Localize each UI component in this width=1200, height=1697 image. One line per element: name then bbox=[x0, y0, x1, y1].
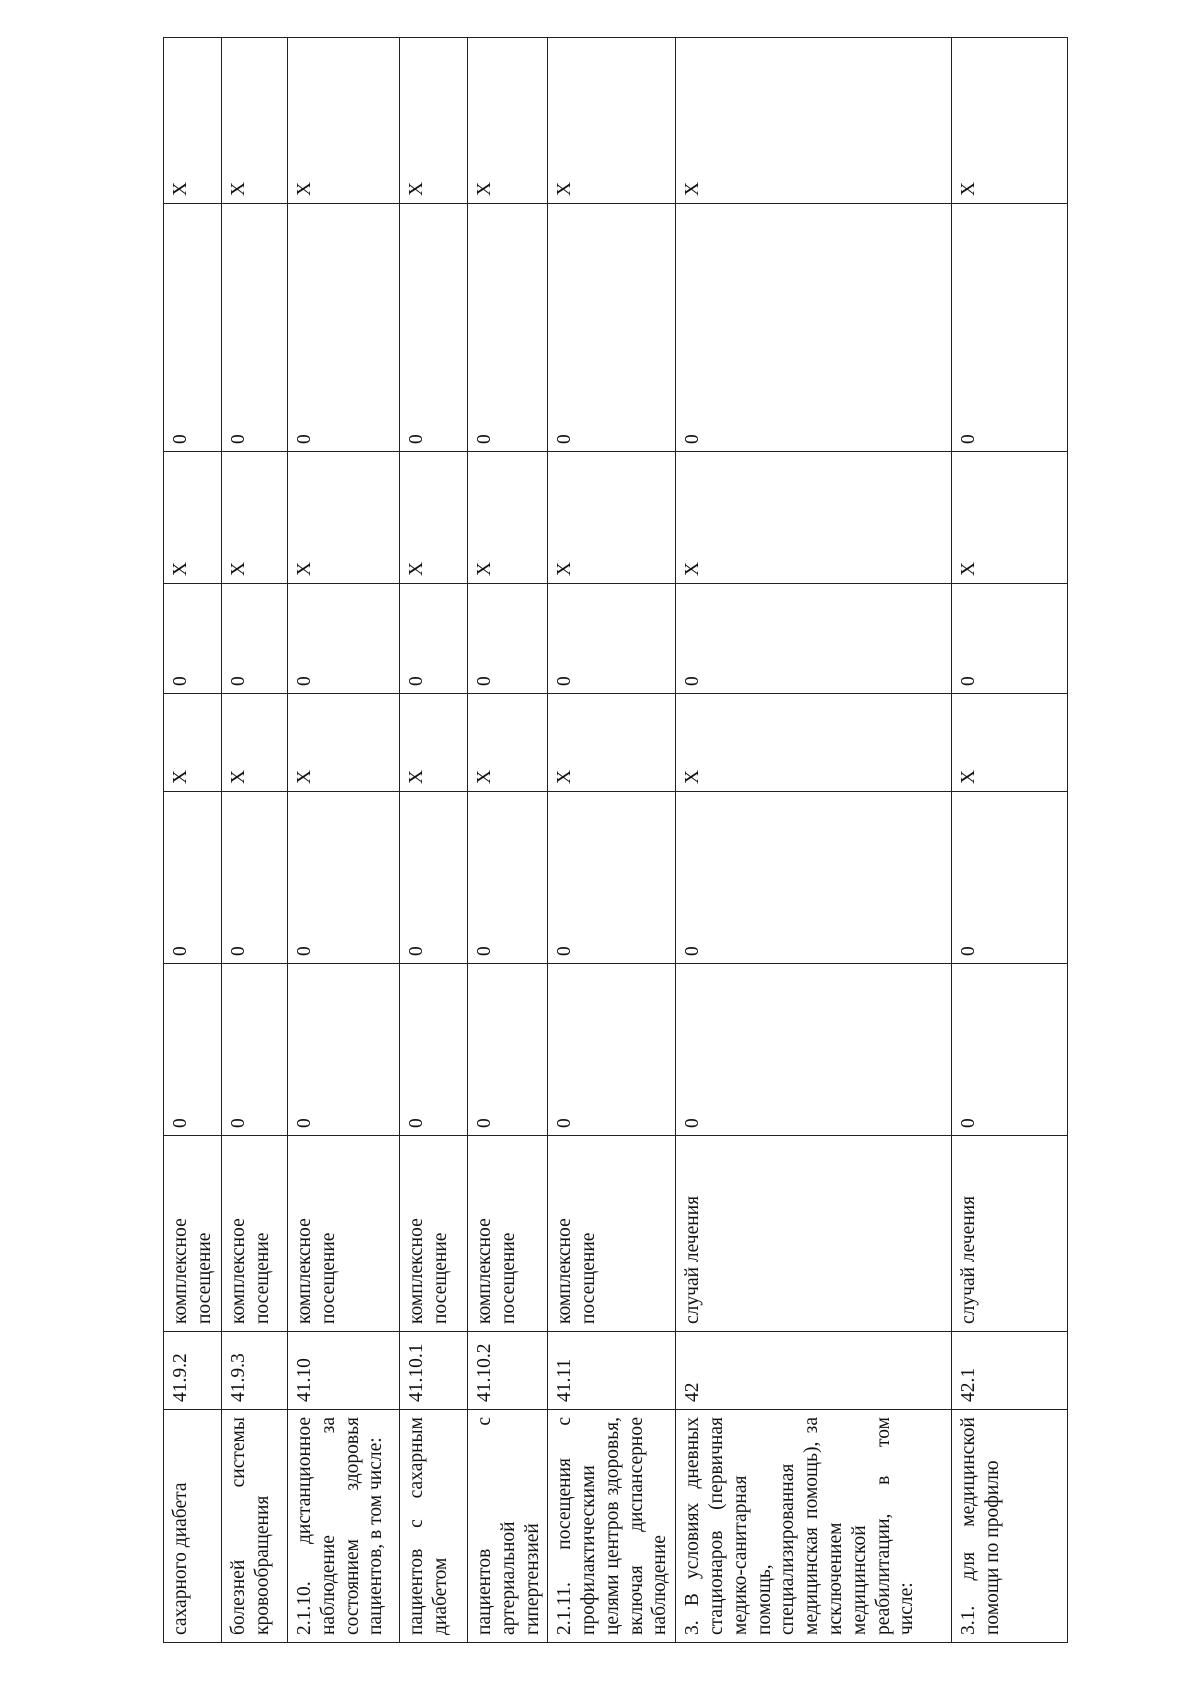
value-cell: 0 bbox=[164, 204, 222, 452]
value-cell: 0 bbox=[676, 964, 952, 1136]
row-name-cell: болезней системы кровообращения bbox=[222, 1410, 288, 1643]
row-unit-cell: комплексное посещение bbox=[400, 1136, 468, 1332]
value-cell: 0 bbox=[222, 204, 288, 452]
value-cell: 0 bbox=[468, 792, 548, 964]
value-cell: Х bbox=[548, 694, 676, 792]
value-cell: 0 bbox=[288, 584, 400, 694]
table-row bbox=[952, 38, 1068, 1643]
value-cell: 0 bbox=[288, 792, 400, 964]
value-cell: Х bbox=[676, 452, 952, 584]
value-cell: Х bbox=[952, 452, 1068, 584]
value-cell: 0 bbox=[468, 204, 548, 452]
value-cell: Х bbox=[468, 452, 548, 584]
value-cell: 0 bbox=[468, 964, 548, 1136]
value-cell: 0 bbox=[400, 204, 468, 452]
row-code-cell: 41.9.3 bbox=[222, 1332, 288, 1410]
row-unit-cell: комплексное посещение bbox=[548, 1136, 676, 1332]
value-cell: Х bbox=[222, 38, 288, 204]
value-cell: Х bbox=[222, 694, 288, 792]
value-cell: 0 bbox=[548, 964, 676, 1136]
value-cell: Х bbox=[164, 38, 222, 204]
value-cell: Х bbox=[288, 452, 400, 584]
value-cell: Х bbox=[952, 694, 1068, 792]
value-cell: Х bbox=[548, 452, 676, 584]
row-unit-cell: комплексное посещение bbox=[468, 1136, 548, 1332]
value-cell: 0 bbox=[676, 792, 952, 964]
row-unit-cell: случай лечения bbox=[952, 1136, 1068, 1332]
value-cell: 0 bbox=[164, 584, 222, 694]
value-cell: 0 bbox=[164, 792, 222, 964]
row-name-cell: пациентов с артериальной гипертензией bbox=[468, 1410, 548, 1643]
value-cell: 0 bbox=[676, 584, 952, 694]
value-cell: Х bbox=[164, 452, 222, 584]
table-body bbox=[164, 38, 1068, 1643]
value-cell: 0 bbox=[288, 964, 400, 1136]
value-cell: 0 bbox=[400, 964, 468, 1136]
row-name-cell: 3.1. для медицинской помощи по профилю bbox=[952, 1410, 1068, 1643]
value-cell: 0 bbox=[952, 584, 1068, 694]
value-cell: 0 bbox=[468, 584, 548, 694]
value-cell: Х bbox=[288, 38, 400, 204]
value-cell: Х bbox=[400, 694, 468, 792]
row-name-cell: пациентов с сахарным диабетом bbox=[400, 1410, 468, 1643]
row-code-cell: 41.11 bbox=[548, 1332, 676, 1410]
row-name-cell: 2.1.11. посещения с профилактическими целями центров здоровья, включая диспансерное наблюдение bbox=[548, 1410, 676, 1643]
value-cell: Х bbox=[400, 38, 468, 204]
value-cell: Х bbox=[676, 38, 952, 204]
row-unit-cell: случай лечения bbox=[676, 1136, 952, 1332]
value-cell: Х bbox=[400, 452, 468, 584]
value-cell: Х bbox=[676, 694, 952, 792]
row-unit-cell: комплексное посещение bbox=[164, 1136, 222, 1332]
value-cell: 0 bbox=[400, 584, 468, 694]
row-name-cell: сахарного диабета bbox=[164, 1410, 222, 1643]
value-cell: 0 bbox=[548, 584, 676, 694]
value-cell: 0 bbox=[400, 792, 468, 964]
value-cell: 0 bbox=[548, 792, 676, 964]
table-row bbox=[548, 38, 676, 1643]
value-cell: 0 bbox=[164, 964, 222, 1136]
rotated-table-wrapper bbox=[163, 38, 1045, 1643]
row-code-cell: 41.9.2 bbox=[164, 1332, 222, 1410]
value-cell: 0 bbox=[548, 204, 676, 452]
value-cell: Х bbox=[952, 38, 1068, 204]
data-table bbox=[163, 37, 1068, 1643]
value-cell: 0 bbox=[952, 964, 1068, 1136]
value-cell: Х bbox=[548, 38, 676, 204]
value-cell: Х bbox=[164, 694, 222, 792]
row-name-cell: 3. В условиях дневных стационаров (первичная медико-санитарная помощь, специализированная медицинская помощь), за исключением медицинской реабилитации, в том числе: bbox=[676, 1410, 952, 1643]
row-code-cell: 41.10.1 bbox=[400, 1332, 468, 1410]
value-cell: 0 bbox=[952, 204, 1068, 452]
table-row bbox=[676, 38, 952, 1643]
value-cell: 0 bbox=[222, 584, 288, 694]
row-code-cell: 41.10 bbox=[288, 1332, 400, 1410]
value-cell: Х bbox=[468, 694, 548, 792]
row-code-cell: 41.10.2 bbox=[468, 1332, 548, 1410]
value-cell: 0 bbox=[222, 964, 288, 1136]
table-row bbox=[288, 38, 400, 1643]
value-cell: Х bbox=[288, 694, 400, 792]
row-code-cell: 42 bbox=[676, 1332, 952, 1410]
table-row bbox=[164, 38, 222, 1643]
value-cell: 0 bbox=[288, 204, 400, 452]
value-cell: 0 bbox=[222, 792, 288, 964]
value-cell: 0 bbox=[952, 792, 1068, 964]
value-cell: Х bbox=[222, 452, 288, 584]
table-row bbox=[222, 38, 288, 1643]
row-name-cell: 2.1.10. дистанционное наблюдение за состоянием здоровья пациентов, в том числе: bbox=[288, 1410, 400, 1643]
value-cell: Х bbox=[468, 38, 548, 204]
table-row bbox=[468, 38, 548, 1643]
row-unit-cell: комплексное посещение bbox=[222, 1136, 288, 1332]
row-unit-cell: комплексное посещение bbox=[288, 1136, 400, 1332]
table-row bbox=[400, 38, 468, 1643]
value-cell: 0 bbox=[676, 204, 952, 452]
row-code-cell: 42.1 bbox=[952, 1332, 1068, 1410]
